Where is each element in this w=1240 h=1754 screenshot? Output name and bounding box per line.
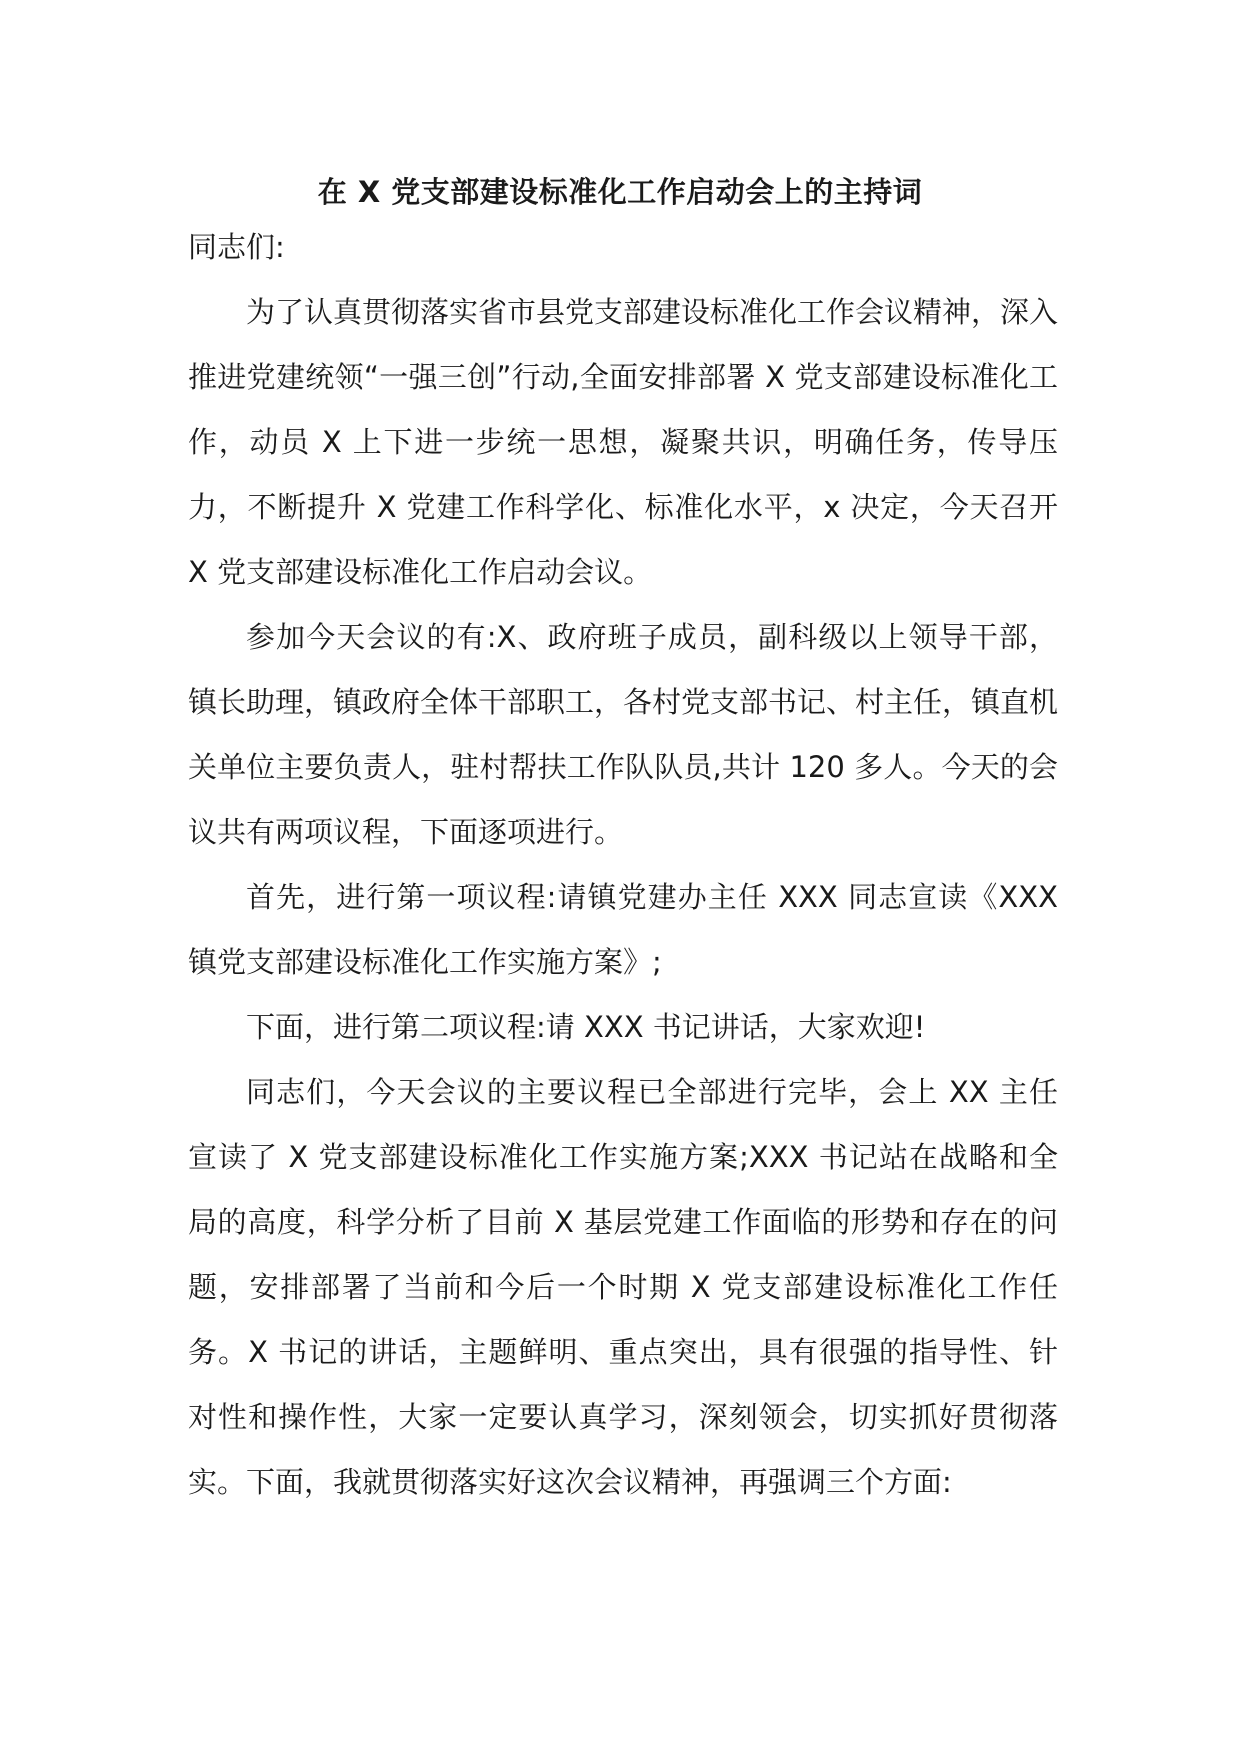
document-title: 在 X 党支部建设标准化工作启动会上的主持词 <box>317 175 923 209</box>
salutation: 同志们: <box>188 230 285 264</box>
paragraph-agenda-second: 下面，进行第二项议程:请 XXX 书记讲话，大家欢迎! <box>246 1010 926 1044</box>
paragraph-intro: 为了认真贯彻落实省市县党支部建设标准化工作会议精神，深入推进党建统领“一强三创”行动,全面安排部署 X 党支部建设标准化工作，动员 X 上下进一步统一思想，凝聚共识，明确任务，传导压力，不断提升 X 党建工作科学化、标准化水平，x 决定，今天召开 X 党支部建设标准化工作启动会议。 <box>188 295 1059 589</box>
paragraph-summary: 同志们，今天会议的主要议程已全部进行完毕，会上 XX 主任宣读了 X 党支部建设标准化工作实施方案;XXX 书记站在战略和全局的高度，科学分析了目前 X 基层党建工作面临的形势和存在的问题，安排部署了当前和今后一个时期 X 党支部建设标准化工作任务。X 书记的讲话，主题鲜明、重点突出，具有很强的指导性、针对性和操作性，大家一定要认真学习，深刻领会，切实抓好贯彻落实。下面，我就贯彻落实好这次会议精神，再强调三个方面: <box>188 1075 1058 1499</box>
paragraph-attendees: 参加今天会议的有:X、政府班子成员，副科级以上领导干部，镇长助理，镇政府全体干部职工，各村党支部书记、村主任，镇直机关单位主要负责人，驻村帮扶工作队队员,共计 120 多人。今天的会议共有两项议程，下面逐项进行。 <box>188 620 1059 849</box>
document-body <box>188 215 1058 1515</box>
paragraph-agenda-first: 首先，进行第一项议程:请镇党建办主任 XXX 同志宣读《XXX 镇党支部建设标准化工作实施方案》; <box>188 880 1058 979</box>
